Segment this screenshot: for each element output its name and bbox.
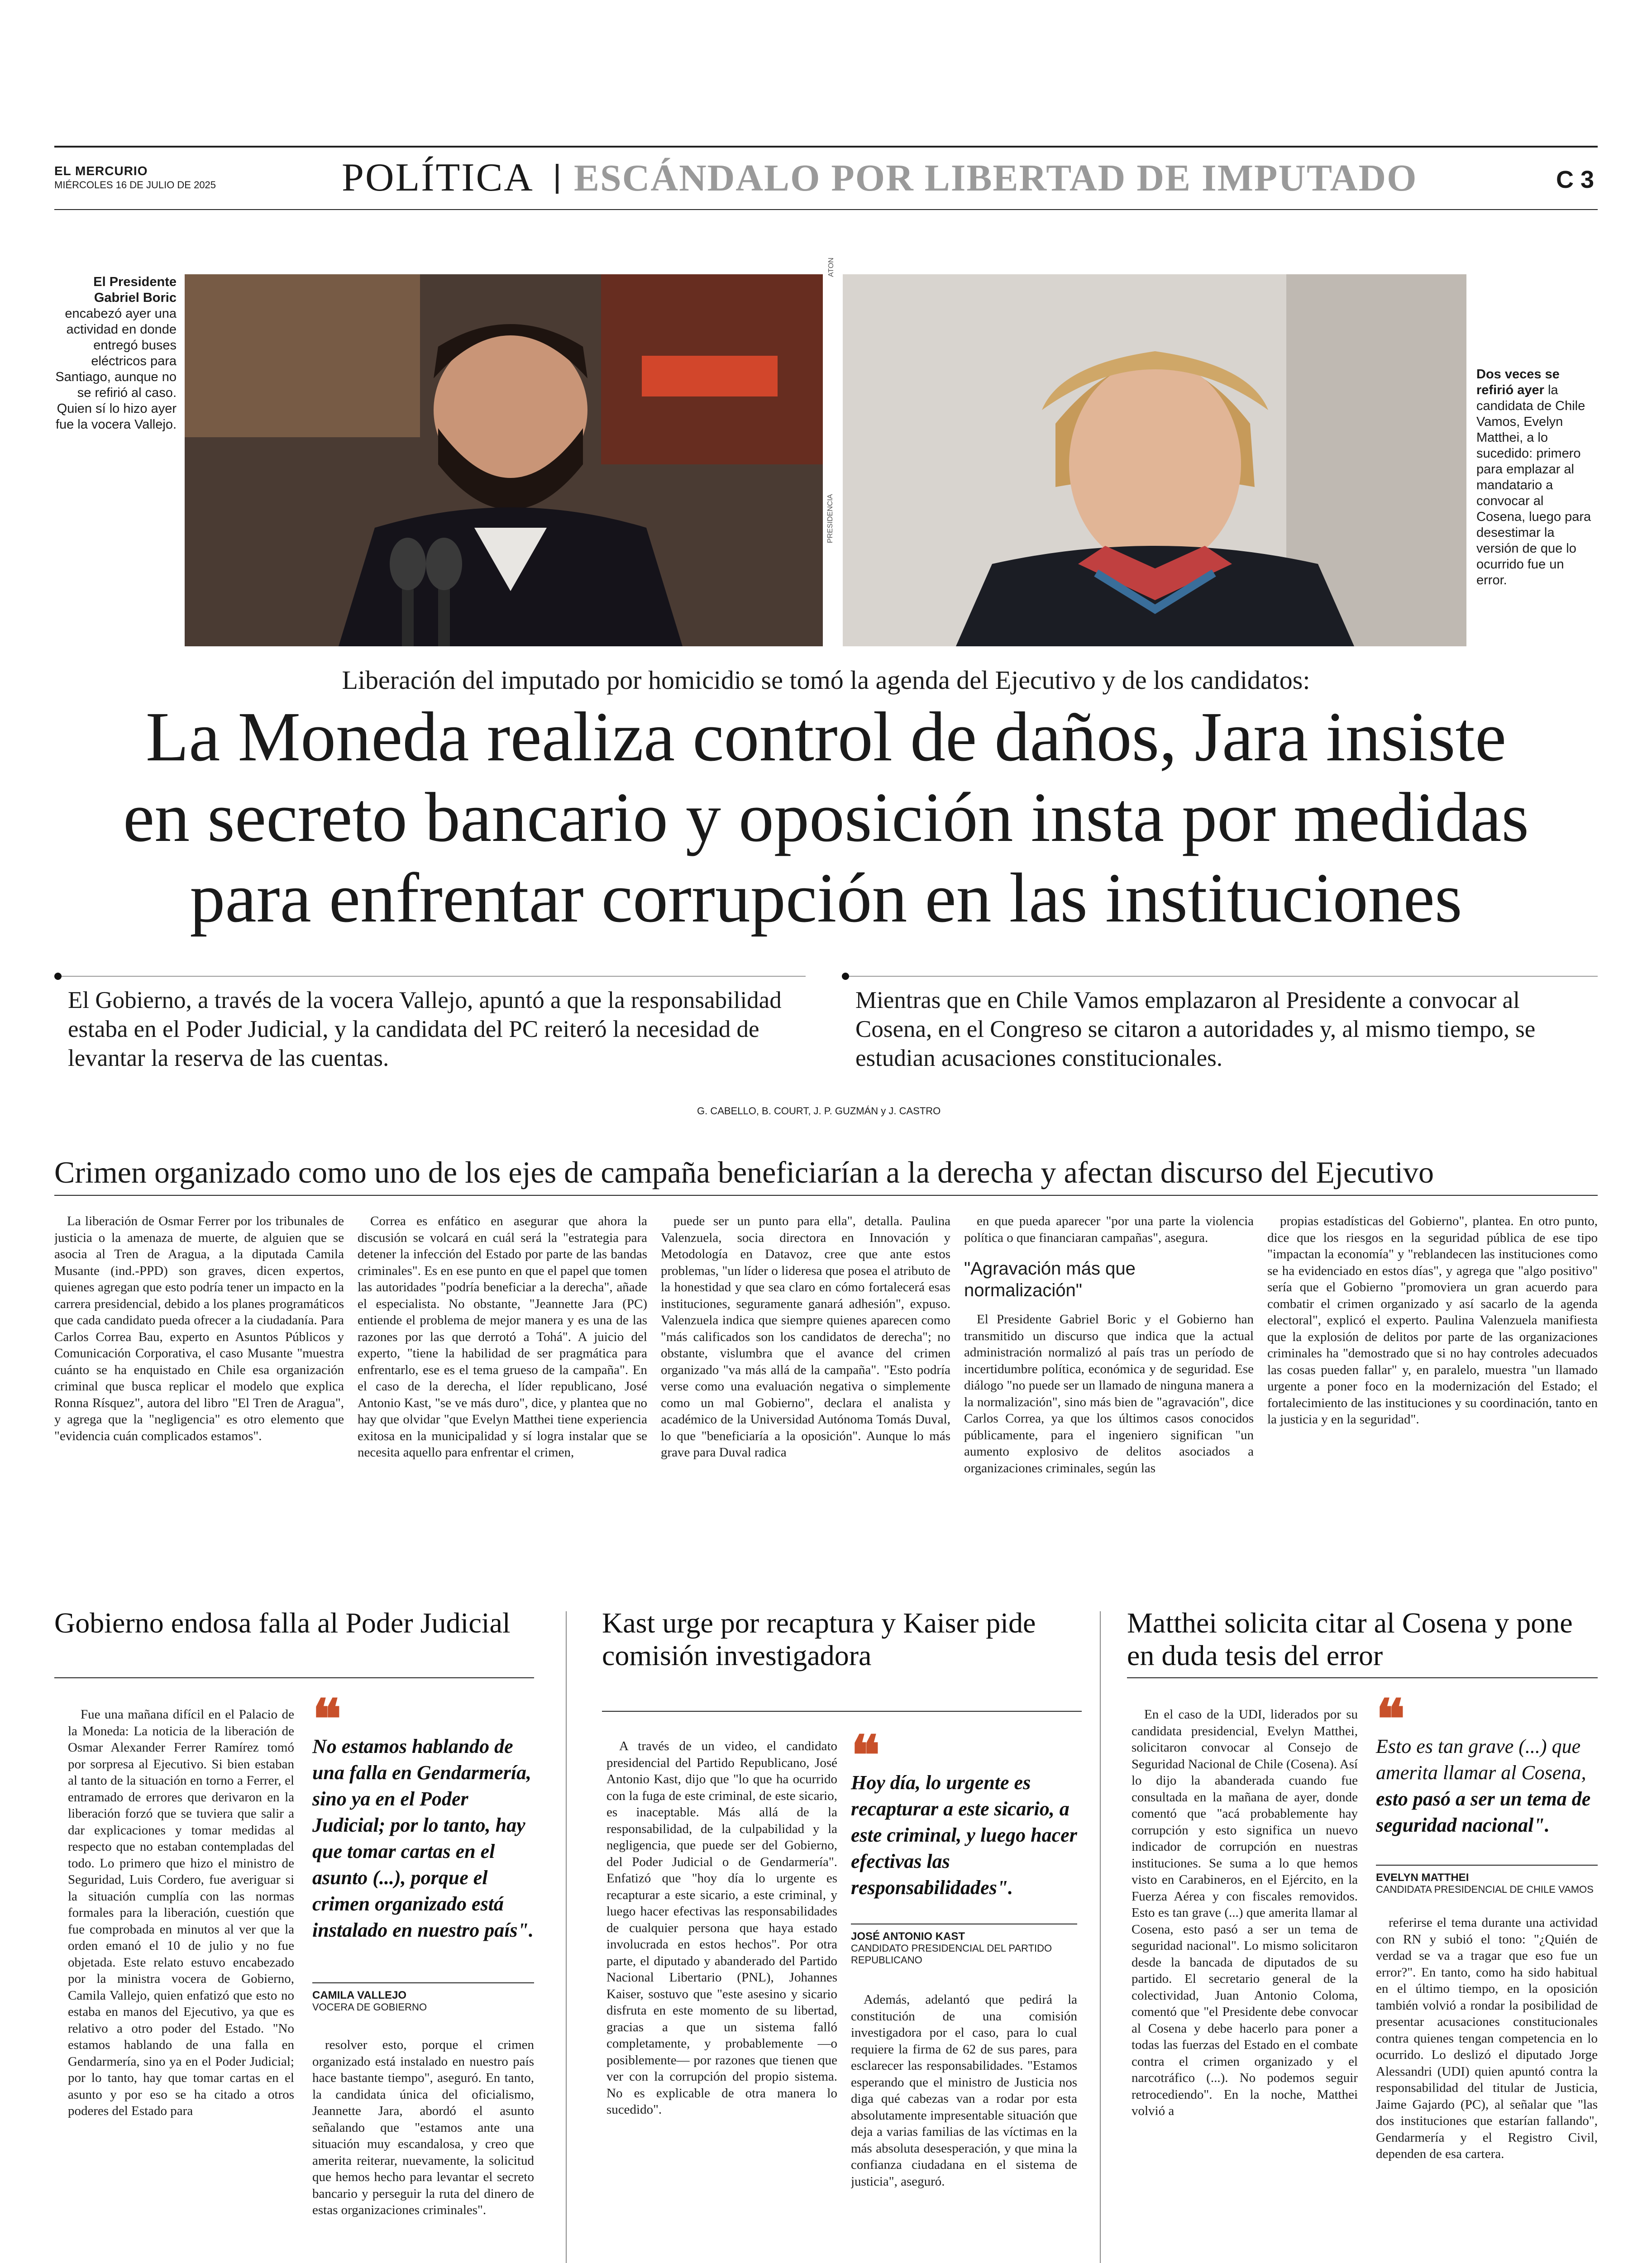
story2-col-2 [312, 2037, 534, 2263]
story3-col2-text: Además, adelantó que pedirá la constitución de una comisión investigadora por el caso, para lo cual requiere la firma de 62 de sus pares, para esclarecer las responsabilidades. "Estamos esperando que el ministro de Justicia nos diga qué cabezas van a rodar por esta absolutamente impresentable situación que deja a varias familias de las víctimas en la más absoluta desesperación, y que mina la confianza ciudadana en el sistema de justicia", aseguró. [851, 1992, 1077, 2189]
story2-quote-name: CAMILA VALLEJO [312, 1989, 406, 2001]
story3-pullquote [851, 1726, 1077, 1901]
deck-right-bullet [842, 973, 849, 980]
story4-pullquote [1376, 1690, 1598, 1838]
left-photo-credit: PRESIDENCIA [826, 494, 834, 543]
story1-col5-text: propias estadísticas del Gobierno", plantea. En otro punto, dice que los riesgos en la seguridad pública de ese tipo "impactan la economía" y "reblandecen las instituciones como se ha evidenciado en estos días", y agrega que "algo positivo" sería que el Gobierno "promoviera un gran acuerdo para combatir el crimen organizado y así sacarlo de la agenda electoral", explicó el experto. Paulina Valenzuela manifiesta que la explosión de delitos por parte de las organizaciones criminales ha "demostrado que si no hay controles adecuados las cosas pueden fallar" y, en paralelo, muestra "un llamado urgente a poner foco en la modernización del Estado; el fortalecimiento de las instituciones y su coordinación, tanto en la justicia y en la seguridad". [1267, 1214, 1598, 1427]
story1-col4-text-b: El Presidente Gabriel Boric y el Gobierno han transmitido un discurso que indica que la actual administración normalizó al país tras un período de incertidumbre política, económica y de seguridad. Ese diálogo "no puede ser un llamado de ninguna manera a la normalización", sino más bien de "agravación", dice Carlos Correa, ya que los últimos casos conocidos públicamente, para el ingeniero significan "un aumento explosivo de delitos asociados a organizaciones criminales, según las [964, 1312, 1254, 1475]
story4-col1-text: En el caso de la UDI, liderados por su candidata presidencial, Evelyn Matthei, solicitaron convocar al Consejo de Seguridad Nacional de Chile (Cosena). Así lo dijo la abanderada cuando fue consultada en la mañana de ayer, donde comentó que "acá probablemente hay corrupción y esto significa un nuevo indicador de corrupción en nuestras instituciones. Se suma a lo que hemos visto en Carabineros, en el Ejército, en la Fuerza Aérea y con fiscales removidos. Esto es tan grave (...) que amerita llamar al Cosena, esto pasó a ser un tema de seguridad nacional". Lo mismo solicitaron desde la bancada de diputados de su partido. El secretario general de la colectividad, Juan Antonio Coloma, comentó que "el Presidente debe convocar al Cosena y debe hacerlo para poner a todas las fuerzas del Estado en el combate contra el crimen organizado y el narcotráfico (...). No podemos seguir retrocediendo". En la noche, Matthei volvió a [1132, 1707, 1358, 2118]
story1-rule [54, 1195, 1598, 1196]
story3-quote-text: Hoy día, lo urgente es recapturar a este sicario, a este criminal, y luego hacer efectivas las responsabilidades". [851, 1771, 1077, 1899]
story3-quote-role: CANDIDATO PRESIDENCIAL DEL PARTIDO REPUBLICANO [851, 1943, 1052, 1966]
story2-quote-rule [312, 1982, 534, 1983]
story2-quote-role: VOCERA DE GOBIERNO [312, 2001, 427, 2013]
story4-quote-text-a: Esto es tan grave (...) que amerita llamar al Cosena, [1376, 1735, 1586, 1784]
story1-col4-text-a: en que pueda aparecer "por una parte la violencia política o que financiaran campañas", asegura. [964, 1214, 1254, 1245]
story4-headline: Matthei solicita citar al Cosena y pone en duda tesis del error [1127, 1607, 1573, 1671]
story4-col-1 [1132, 1706, 1358, 2263]
byline: G. CABELLO, B. COURT, J. P. GUZMÁN y J. CASTRO [697, 1105, 941, 1117]
right-photo-caption [1476, 367, 1594, 588]
topic-title: ESCÁNDALO POR LIBERTAD DE IMPUTADO [574, 157, 1418, 199]
story2-rule [54, 1677, 534, 1678]
story4-rule [1127, 1677, 1598, 1678]
quote-mark-icon: ❝ [1376, 1690, 1405, 1750]
story3-col-1 [606, 1738, 837, 2263]
story4-col2-text: referirse el tema durante una actividad con RN y subió el tono: "¿Quién de verdad se va a tragar que eso fue un error?". En tanto, como ha sido habitual en el último tiempo, en la oposición también volvió a rondar la posibilidad de presentar acusaciones constitucionales contra quienes tengan competencia en lo ocurrido. Lo deslizó el diputado Jorge Alessandri (UDI) quien apuntó contra la responsabilidad del titular de Justicia, Jaime Gajardo (PC), al señalar que "las dos instituciones que estarían fallando", Gendarmería y el Registro Civil, dependen de esa cartera. [1376, 1915, 1598, 2161]
story1-col-2 [358, 1213, 647, 1575]
deck-right-rule [842, 976, 1598, 977]
story1-subhead: "Agravación más que normalización" [964, 1259, 1136, 1300]
story1-headline: Crimen organizado como uno de los ejes de campaña beneficiarían a la derecha y afectan discurso del Ejecutivo [54, 1155, 1434, 1189]
deck-left-bullet [54, 973, 62, 980]
right-caption-lead: Dos veces se refirió ayer [1476, 367, 1560, 397]
story-divider-1 [566, 1611, 567, 2263]
story-divider-2 [1100, 1611, 1101, 2263]
story3-col-2 [851, 1991, 1077, 2263]
story2-col1-text: Fue una mañana difícil en el Palacio de la Moneda: La noticia de la liberación de Osmar Alexander Ferrer Ramírez tomó por sorpresa al Ejecutivo. Si bien estaban al tanto de la situación en torno a Ferrer, el entramado de errores que derivaron en la liberación forzó que se tuviera que salir a dar explicaciones y tomar medidas al respecto que no estaban contempladas del todo. Lo primero que hizo el ministro de Seguridad, Luis Cordero, fue averiguar si la situación cumplía con las normas formales para la liberación, cuestión que fue comprobada en minutos al ver que la orden emanó el 10 de julio y no fue objetada. Este relato estuvo encabezado por la ministra vocera de Gobierno, Camila Vallejo, quien enfatizó que esto no estaba en manos del Ejecutivo, ya que es relativo a otro poder del Estado. "No estamos hablando de una falla en Gendarmería, sino ya en el Poder Judicial; por lo tanto, hay que tomar cartas en el asunto y por eso se ha citado a otros poderes del Estado para [68, 1707, 294, 2118]
right-photo-credit: ATON [827, 258, 835, 277]
story1-col-3 [661, 1213, 950, 1575]
headline-line-3: para enfrentar corrupción en las instituciones [190, 859, 1462, 937]
section-title: POLÍTICA [342, 156, 534, 200]
deck-right: Mientras que en Chile Vamos emplazaron al Presidente a convocar al Cosena, en el Congreso se citaron a autoridades y, al mismo tiempo, se estudian acusaciones constitucionales. [855, 987, 1536, 1071]
story2-headline: Gobierno endosa falla al Poder Judicial [54, 1607, 511, 1639]
story2-col-1 [68, 1706, 294, 2263]
headline-line-2: en secreto bancario y oposición insta por medidas [123, 778, 1529, 856]
story4-quote-source [1376, 1872, 1598, 1895]
quote-mark-icon: ❝ [851, 1726, 880, 1786]
story1-col-4 [964, 1213, 1254, 1575]
matthei-photo [843, 274, 1466, 646]
masthead-bottom-rule [54, 209, 1598, 210]
deck-left-rule [54, 976, 806, 977]
story2-quote-text: No estamos hablando de una falla en Gendarmería, sino ya en el Poder Judicial; por lo tanto, hay que tomar cartas en el asunto (...), porque el crimen organizado está instalado en nuestro país". [312, 1735, 534, 1941]
story3-quote-name: JOSÉ ANTONIO KAST [851, 1930, 965, 1943]
issue-date: MIÉRCOLES 16 DE JULIO DE 2025 [54, 179, 216, 191]
story1-col-5 [1267, 1213, 1598, 1575]
deck-left: El Gobierno, a través de la vocera Vallejo, apuntó a que la responsabilidad estaba en el Poder Judicial, y la candidata del PC reiteró la necesidad de levantar la reserva de las cuentas. [68, 987, 782, 1071]
story1-col1-text: La liberación de Osmar Ferrer por los tribunales de justicia o la amenaza de muerte, de alguien que se asocia al Tren de Aragua, a la diputada Camila Musante (ind.-PPD) son graves, dicen expertos, quienes agregan que esto podría tener un impacto en la carrera presidencial, debido a los planes programáticos que cada candidato pueda ofrecer a la ciudadanía. Para Carlos Correa Bau, experto en Asuntos Públicos y Comunicación Corporativa, el caso Musante "muestra cuánto se ha enquistado en Chile esa organización criminal que busca replicar el modelo que explica Ronna Rísquez", autora del libro "El Tren de Aragua", y agrega que la "negligencia" es otro elemento que "evidencia cuán complicados estamos". [54, 1214, 344, 1443]
quote-mark-icon: ❝ [312, 1690, 342, 1750]
story3-quote-source [851, 1931, 1077, 1966]
story4-quote-role: CANDIDATA PRESIDENCIAL DE CHILE VAMOS [1376, 1884, 1594, 1895]
boric-photo-illustration [185, 274, 823, 646]
top-rule [54, 146, 1598, 148]
left-photo-caption [54, 274, 177, 433]
story2-col2-text: resolver esto, porque el crimen organizado está instalado en nuestro país hace bastante tiempo", aseguró. En tanto, la candidata única del oficialismo, Jeannette Jara, abordó el asunto señalando que "estamos ante una situación muy escandalosa, y creo que amerita reiterar, nuevamente, la solicitud que hemos hecho para levantar el secreto bancario y perseguir la ruta del dinero de estas organizaciones criminales". [312, 2038, 534, 2217]
story1-col3-text: puede ser un punto para ella", detalla. Paulina Valenzuela, socia directora en Innovación y Metodología en Datavoz, cree que ante estos problemas, "un líder o lideresa que posea el atributo de la honestidad y que sea claro en cómo fortalecerá esas instituciones, seguramente ganará adhesión", expuso. Valenzuela indica que siempre quienes aparecen como "más calificados son los candidatos de derecha"; no obstante, vislumbra que el avance del crimen organizado "va más allá de la campaña". "Esto podría verse como una evaluación negativa o simplemente como un mal Gobierno", declara el analista y académico de la Universidad Autónoma Tomás Duval, lo que "beneficiaría a la oposición". Aunque lo más grave para Duval radica [661, 1214, 950, 1460]
right-caption-text: la candidata de Chile Vamos, Evelyn Matthei, a lo sucedido: primero para emplazar al mandatario a convocar al Cosena, luego para desestimar la versión de que lo ocurrido fue un error. [1476, 383, 1591, 587]
left-caption-text: encabezó ayer una actividad en donde entregó buses eléctricos para Santiago, aunque no se refirió al caso. Quien sí lo hizo ayer fue la vocera Vallejo. [55, 306, 177, 432]
story4-quote-name: EVELYN MATTHEI [1376, 1872, 1469, 1884]
story4-col-2 [1376, 1914, 1598, 2263]
paper-name: EL MERCURIO [54, 164, 148, 178]
story4-quote-text-b: esto pasó a ser un tema de seguridad nacional". [1376, 1788, 1591, 1836]
boric-photo [185, 274, 823, 646]
left-caption-lead: El Presidente Gabriel Boric [93, 275, 177, 305]
story3-rule [602, 1711, 1082, 1712]
story3-col1-text: A través de un video, el candidato presidencial del Partido Republicano, José Antonio Kast, dijo que "lo que ha ocurrido con la fuga de este criminal, de este sicario, es inaceptable. Más allá de la responsabilidad, de la culpabilidad y la negligencia, que puede ser del Gobierno, del Poder Judicial o de Gendarmería". Enfatizó que "hoy día lo urgente es recapturar a este sicario, a este criminal, y luego hacer efectivas las responsabilidades de cualquier persona que haya estado involucrada en estos hechos". Por otra parte, el diputado y abanderado del Partido Nacional Libertario (PNL), Johannes Kaiser, sostuvo que "este asesino y sicario disfruta en este momento de su libertad, gracias a que un sistema falló completamente, y probablemente —o posiblemente— por razones que tienen que ver con la corrupción del propio sistema. No es explicable de otra manera lo sucedido". [606, 1739, 837, 2117]
story2-quote-source [312, 1990, 534, 2013]
matthei-photo-illustration [843, 274, 1466, 646]
section-divider [556, 164, 559, 194]
headline-kicker: Liberación del imputado por homicidio se tomó la agenda del Ejecutivo y de los candidatos: [342, 665, 1310, 695]
headline-line-1: La Moneda realiza control de daños, Jara insiste [145, 697, 1507, 776]
page-number: C 3 [1556, 166, 1595, 193]
story1-col-1 [54, 1213, 344, 1575]
story3-headline: Kast urge por recaptura y Kaiser pide comisión investigadora [602, 1607, 1036, 1671]
story2-pullquote [312, 1690, 534, 1943]
story1-col2-text: Correa es enfático en asegurar que ahora la discusión se volcará en cuál será la "estrategia para detener la infección del Estado por parte de las bandas criminales". Es en ese punto en que el papel que tomen las autoridades "podría beneficiar a la derecha", añade el especialista. No obstante, "Jeannette Jara (PC) entiende el problema de mejor manera y es una de las razones por las que derrotó a Tohá". A juicio del experto, "tiene la habilidad de ser pragmática para enfrentarlo, ese es el tema grueso de la campaña". En el caso de la derecha, el líder republicano, José Antonio Kast, "se ve más duro", dice, y plantea que no hay que olvidar "que Evelyn Matthei tiene experiencia exitosa en la municipalidad y sí logra instalar que se necesita aquello para enfrentar el crimen, [358, 1214, 647, 1460]
story4-quote-rule [1376, 1865, 1598, 1866]
